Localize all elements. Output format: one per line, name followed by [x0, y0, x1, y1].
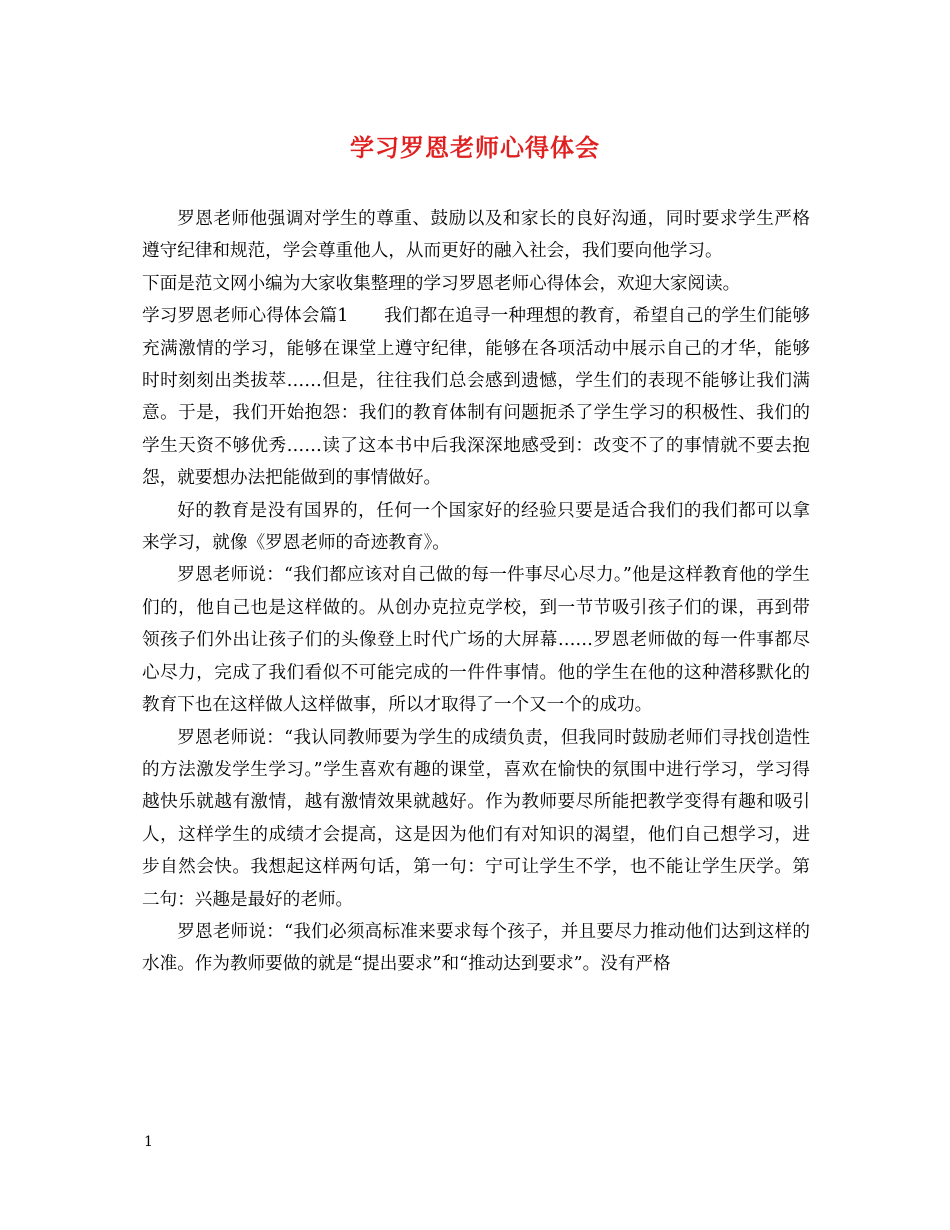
- paragraph-good-education: 好的教育是没有国界的，任何一个国家好的经验只要是适合我们的我们都可以拿来学习，就像《罗恩老师的奇迹教育》。: [142, 500, 810, 554]
- document-body: [142, 203, 810, 981]
- paragraph-editor-note: 下面是范文网小编为大家收集整理的学习罗恩老师心得体会，欢迎大家阅读。: [142, 273, 741, 294]
- paragraph-section-1: 学习罗恩老师心得体会篇1 我们都在追寻一种理想的教育，希望自己的学生们能够充满激情的学习，能够在课堂上遵守纪律，能够在各项活动中展示自己的才华，能够时时刻刻出类拔萃……但是，往往我们总会感到遗憾，学生们的表现不能够让我们满意。于是，我们开始抱怨：我们的教育体制有问题扼杀了学生学习的积极性、我们的学生天资不够优秀……读了这本书中后我深深地感受到：改变不了的事情就不要去抱怨，就要想办法把能做到的事情做好。: [142, 306, 810, 489]
- paragraph-quote-creativity: 罗恩老师说：“我认同教师要为学生的成绩负责，但我同时鼓励老师们寻找创造性的方法激发学生学习。”学生喜欢有趣的课堂，喜欢在愉快的氛围中进行学习，学习得越快乐就越有激情，越有激情效果就越好。作为教师要尽所能把教学变得有趣和吸引人，这样学生的成绩才会提高，这是因为他们有对知识的渴望，他们自己想学习，进步自然会快。我想起这样两句话，第一句：宁可让学生不学，也不能让学生厌学。第二句：兴趣是最好的老师。: [142, 727, 810, 910]
- page-number: 1: [144, 1134, 153, 1150]
- paragraph-quote-standards: 罗恩老师说：“我们必须高标准来要求每个孩子，并且要尽力推动他们达到这样的水准。作为教师要做的就是“提出要求”和“推动达到要求”。没有严格: [142, 921, 810, 975]
- paragraph-quote-effort: 罗恩老师说：“我们都应该对自己做的每一件事尽心尽力。”他是这样教育他的学生们的，他自己也是这样做的。从创办克拉克学校，到一节节吸引孩子们的课，再到带领孩子们外出让孩子们的头像登上时代广场的大屏幕……罗恩老师做的每一件事都尽心尽力，完成了我们看似不可能完成的一件件事情。他的学生在他的这种潜移默化的教育下也在这样做人这样做事，所以才取得了一个又一个的成功。: [142, 565, 810, 716]
- paragraph-intro: 罗恩老师他强调对学生的尊重、鼓励以及和家长的良好沟通，同时要求学生严格遵守纪律和规范，学会尊重他人，从而更好的融入社会，我们要向他学习。: [142, 209, 810, 262]
- document-title: 学习罗恩老师心得体会: [350, 133, 600, 162]
